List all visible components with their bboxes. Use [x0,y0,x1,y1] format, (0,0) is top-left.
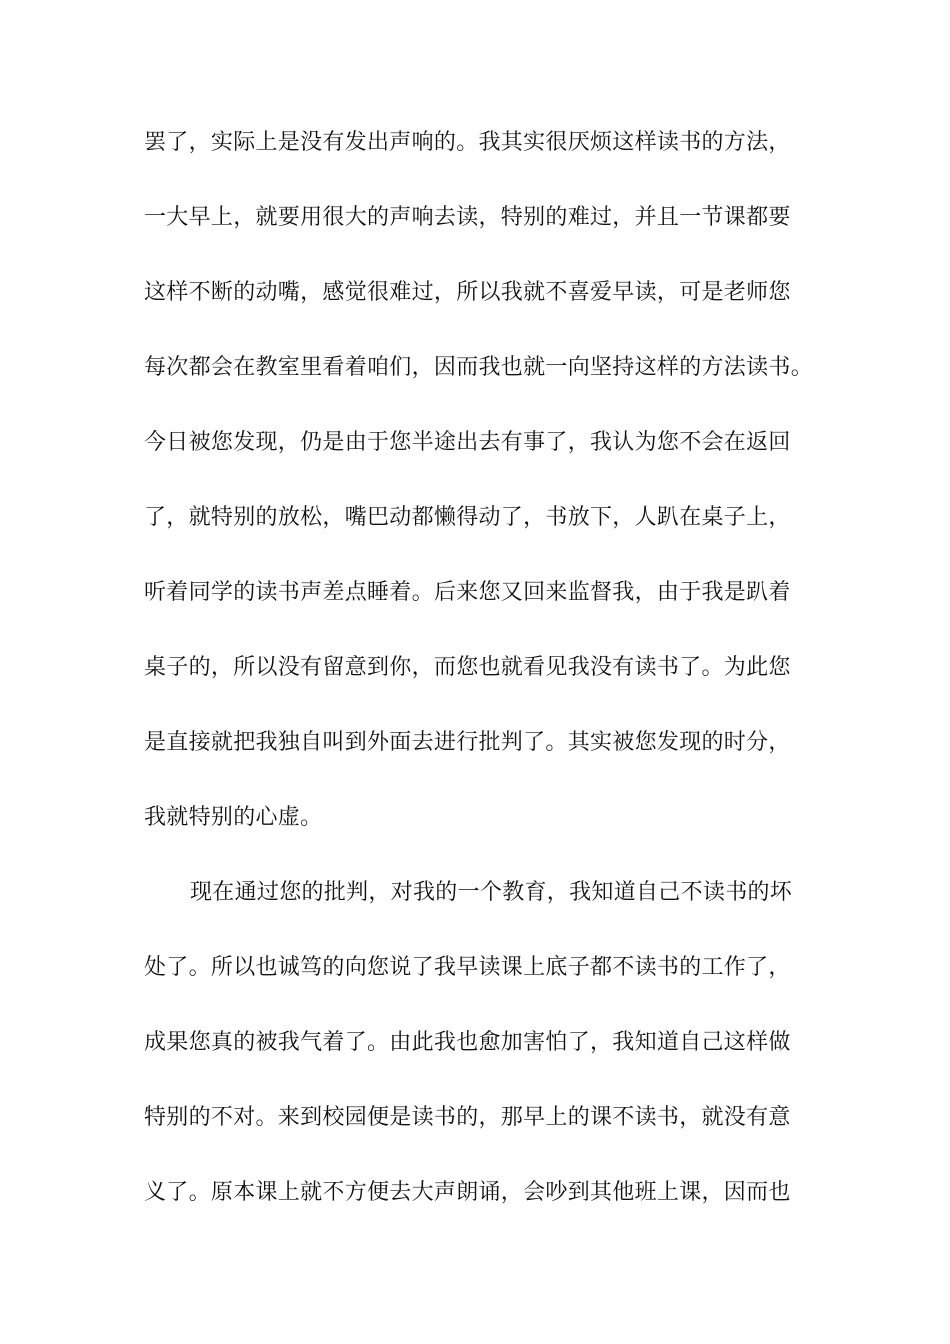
text-line: 我就特别的心虚。 [144,805,323,830]
paragraph-first-line: 现在通过您的批判，对我的一个教育，我知道自己不读书的坏 [190,880,793,905]
text-line: 这样不断的动嘴，感觉很难过，所以我就不喜爱早读，可是老师您 [144,280,791,305]
text-line: 是直接就把我独自叫到外面去进行批判了。其实被您发现的时分， [144,730,791,755]
text-line: 了，就特别的放松，嘴巴动都懒得动了，书放下，人趴在桌子上， [144,505,791,530]
body-text [144,130,824,1255]
text-line: 桌子的，所以没有留意到你，而您也就看见我没有读书了。为此您 [144,655,791,680]
text-line: 听着同学的读书声差点睡着。后来您又回来监督我，由于我是趴着 [144,580,791,605]
text-line: 义了。原本课上就不方便去大声朗诵，会吵到其他班上课，因而也 [144,1180,791,1205]
text-line: 处了。所以也诚笃的向您说了我早读课上底子都不读书的工作了， [144,955,791,980]
text-line: 成果您真的被我气着了。由此我也愈加害怕了，我知道自己这样做 [144,1030,791,1055]
text-line: 每次都会在教室里看着咱们，因而我也就一向坚持这样的方法读书。 [144,355,814,380]
text-line: 今日被您发现，仍是由于您半途出去有事了，我认为您不会在返回 [144,430,791,455]
text-line: 特别的不对。来到校园便是读书的，那早上的课不读书，就没有意 [144,1105,791,1130]
text-line: 罢了，实际上是没有发出声响的。我其实很厌烦这样读书的方法， [144,130,791,155]
text-line: 一大早上，就要用很大的声响去读，特别的难过，并且一节课都要 [144,205,791,230]
